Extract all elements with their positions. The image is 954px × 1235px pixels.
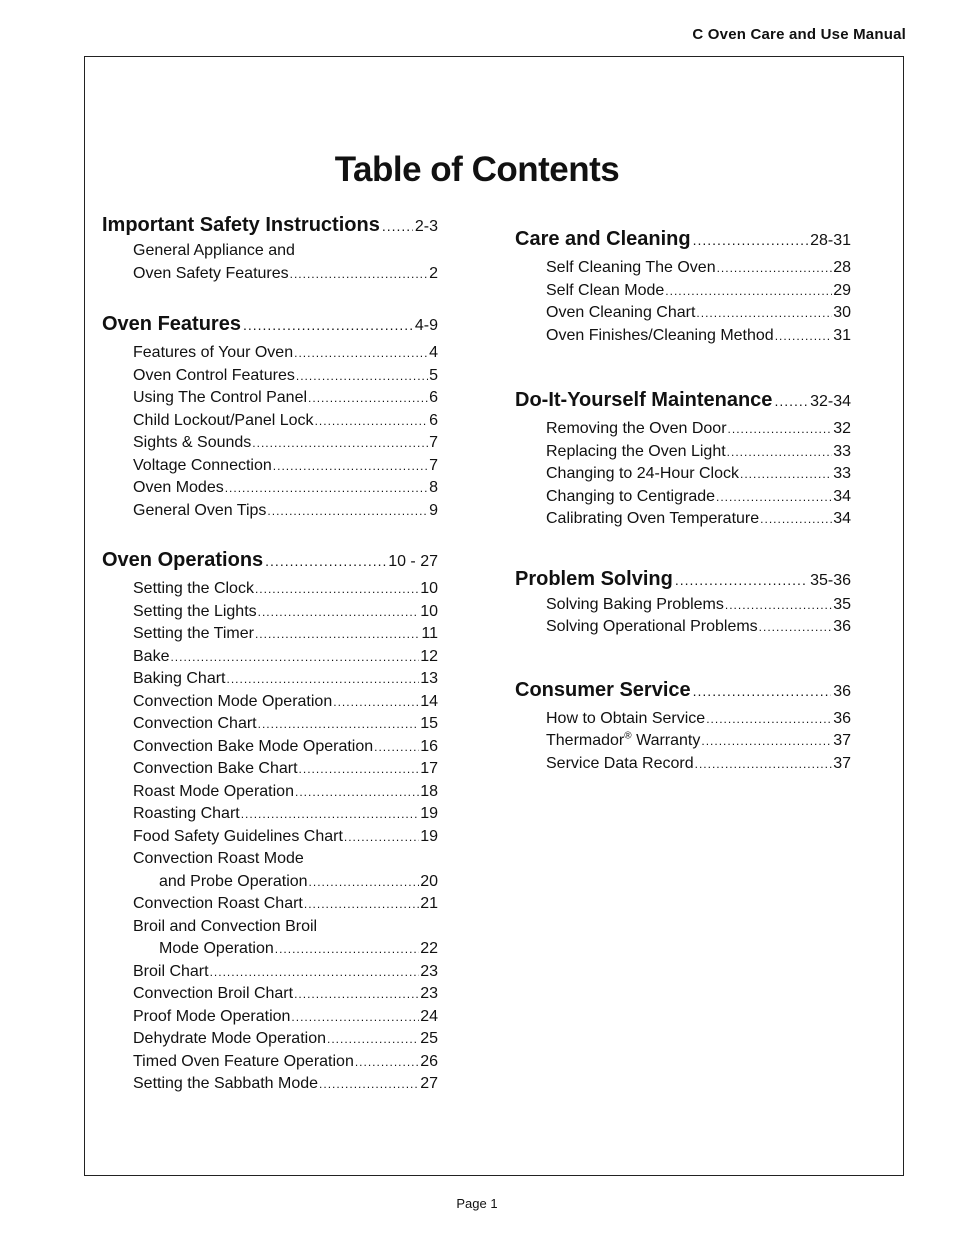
running-header: C Oven Care and Use Manual <box>692 26 906 43</box>
toc-entry-label: Calibrating Oven Temperature <box>546 510 760 527</box>
dot-leader <box>273 459 428 473</box>
toc-entry-page: 25 <box>420 1030 438 1047</box>
dot-leader <box>243 317 413 333</box>
toc-entry[interactable] <box>102 805 438 828</box>
toc-entry-page: 33 <box>833 442 851 460</box>
dot-leader <box>759 620 833 634</box>
toc-entry[interactable] <box>102 344 438 367</box>
toc-entry-page: 37 <box>833 732 851 749</box>
toc-entry-page: 34 <box>833 510 851 527</box>
toc-entry[interactable] <box>102 873 438 896</box>
dot-leader <box>296 369 428 383</box>
toc-entry-page: 4 <box>429 344 438 361</box>
dot-leader <box>265 553 386 569</box>
toc-entry-label: Removing the Oven Door <box>546 420 727 437</box>
dot-leader <box>696 306 832 320</box>
toc-entry[interactable] <box>102 1008 438 1031</box>
toc-entry-label: Convection Chart <box>133 715 257 732</box>
toc-entry-page: 23 <box>420 962 438 980</box>
dot-leader <box>225 481 428 495</box>
dot-leader <box>727 445 833 459</box>
toc-entry[interactable] <box>102 502 438 525</box>
dot-leader <box>774 393 808 409</box>
toc-section-pages: 4-9 <box>414 317 438 334</box>
toc-entry-page: 18 <box>420 782 438 800</box>
toc-entry-label: Replacing the Oven Light <box>546 442 726 460</box>
toc-section-heading[interactable] <box>515 568 851 596</box>
dot-leader <box>299 762 420 776</box>
toc-section-pages: 10 - 27 <box>388 553 438 570</box>
toc-entry[interactable] <box>102 783 438 806</box>
toc-entry[interactable] <box>102 265 438 288</box>
toc-entry-page: 23 <box>420 985 438 1002</box>
toc-section-oven-features <box>102 313 438 524</box>
toc-section-title: Do-It-Yourself Maintenance <box>515 389 773 411</box>
dot-leader <box>374 740 419 754</box>
toc-section-heading[interactable] <box>515 679 851 707</box>
dot-leader <box>304 897 419 911</box>
toc-entry-label: Oven Cleaning Chart <box>546 304 696 321</box>
toc-section-title: Important Safety Instructions <box>102 214 380 236</box>
dot-leader <box>327 1032 419 1046</box>
toc-entry-label: Broil Chart <box>133 962 209 980</box>
toc-entry-page: 15 <box>420 715 438 732</box>
toc-entry-label: Sights & Sounds <box>133 434 252 451</box>
toc-entry-page: 9 <box>429 501 438 519</box>
toc-entry[interactable] <box>102 434 438 457</box>
dot-leader <box>294 987 419 1001</box>
toc-entry[interactable] <box>102 479 438 502</box>
toc-entry-label: Features of Your Oven <box>133 344 294 361</box>
toc-entry-page: 35 <box>833 595 851 613</box>
dot-leader <box>333 695 419 709</box>
toc-entry[interactable] <box>102 738 438 761</box>
toc-entry[interactable] <box>102 648 438 671</box>
toc-entry-page: 22 <box>420 940 438 957</box>
toc-entry-label: Roasting Chart <box>133 805 240 822</box>
toc-entry[interactable] <box>102 940 438 963</box>
toc-entry-page: 6 <box>429 389 438 406</box>
toc-entry-page: 10 <box>420 580 438 597</box>
toc-entry-label: Setting the Clock <box>133 580 254 597</box>
toc-entry[interactable] <box>515 755 851 778</box>
toc-entry[interactable] <box>102 715 438 738</box>
toc-entry-label: Timed Oven Feature Operation <box>133 1052 354 1070</box>
dot-leader <box>740 467 832 481</box>
toc-entry[interactable] <box>515 304 851 327</box>
toc-entry-label: Setting the Timer <box>133 625 254 642</box>
dot-leader <box>693 232 808 248</box>
toc-entry-label: Voltage Connection <box>133 456 272 474</box>
toc-entry-label: Broil and Convection Broil <box>133 917 318 935</box>
dot-leader <box>725 598 832 612</box>
dot-leader <box>255 582 419 596</box>
toc-section-oven-operations <box>102 549 438 1098</box>
toc-entry-page: 6 <box>429 411 438 429</box>
toc-entry[interactable] <box>515 282 851 305</box>
toc-entry-label: Self Clean Mode <box>546 281 665 299</box>
toc-section-heading[interactable] <box>102 313 438 341</box>
toc-entry-label: Convection Mode Operation <box>133 692 333 710</box>
toc-entry-label: General Appliance and <box>133 242 295 259</box>
toc-entry-page: 29 <box>833 281 851 299</box>
toc-entry-page: 28 <box>833 259 851 276</box>
toc-entry[interactable] <box>515 710 851 733</box>
dot-leader <box>675 572 808 588</box>
toc-entry-page: 10 <box>420 602 438 620</box>
toc-entry-label: Roast Mode Operation <box>133 782 294 800</box>
toc-entry-page: 36 <box>833 709 851 727</box>
toc-entry-label: Dehydrate Mode Operation <box>133 1030 326 1047</box>
toc-entry-page: 17 <box>420 760 438 777</box>
toc-entry-page: 34 <box>833 487 851 505</box>
dot-leader <box>695 757 833 771</box>
toc-entry-label: Oven Control Features <box>133 366 295 384</box>
toc-entry-page: 16 <box>420 737 438 755</box>
toc-entry-label: Mode Operation <box>159 940 274 957</box>
toc-entry-page: 8 <box>429 479 438 496</box>
toc-entry-label: How to Obtain Service <box>546 709 706 727</box>
dot-leader <box>693 683 832 699</box>
dot-leader <box>267 504 428 518</box>
dot-leader <box>258 605 420 619</box>
dot-leader <box>706 712 832 726</box>
toc-entry-page: 33 <box>833 465 851 482</box>
toc-entry-label: Solving Baking Problems <box>546 595 724 613</box>
toc-entry-page: 13 <box>420 670 438 687</box>
toc-entry-page: 26 <box>420 1052 438 1070</box>
dot-leader <box>728 422 833 436</box>
toc-entry-label: Food Safety Guidelines Chart <box>133 827 343 845</box>
toc-entry-label: Convection Roast Mode <box>133 850 304 867</box>
toc-right-column <box>515 228 851 777</box>
toc-entry-label: Oven Finishes/Cleaning Method <box>546 326 774 344</box>
toc-entry[interactable] <box>102 693 438 716</box>
toc-entry[interactable] <box>102 580 438 603</box>
toc-entry-page: 21 <box>420 895 438 912</box>
toc-entry[interactable] <box>515 420 851 443</box>
toc-entry[interactable] <box>515 327 851 350</box>
toc-section-title: Consumer Service <box>515 678 691 701</box>
toc-entry-page: 14 <box>420 692 438 710</box>
toc-section-care-cleaning <box>515 228 851 349</box>
toc-entry[interactable] <box>102 412 438 435</box>
toc-section-title: Oven Features <box>102 313 241 335</box>
dot-leader <box>775 329 833 343</box>
page-title: Table of Contents <box>334 150 620 189</box>
toc-entry[interactable] <box>102 625 438 648</box>
toc-entry-label: General Oven Tips <box>133 501 267 519</box>
toc-entry-label: Service Data Record <box>546 754 694 772</box>
toc-entry-label: Bake <box>133 647 170 665</box>
toc-section-heading[interactable] <box>102 214 438 242</box>
toc-entry-label: Thermador® Warranty <box>546 730 701 749</box>
toc-entry-page: 5 <box>429 366 438 384</box>
dot-leader <box>252 436 428 450</box>
toc-section-pages: 36 <box>833 682 851 700</box>
toc-section-title: Oven Operations <box>102 549 264 571</box>
toc-entry-label: Solving Operational Problems <box>546 618 758 635</box>
toc-section-heading[interactable] <box>102 549 438 577</box>
toc-entry-label: Convection Roast Chart <box>133 895 303 912</box>
toc-entry-page: 7 <box>429 456 438 474</box>
dot-leader <box>295 785 419 799</box>
toc-entry[interactable] <box>515 488 851 511</box>
dot-leader <box>344 830 419 844</box>
toc-entry[interactable] <box>102 985 438 1008</box>
toc-entry-page: 30 <box>833 304 851 321</box>
page-number: Page 1 <box>456 1196 498 1211</box>
toc-entry-page: 31 <box>833 326 851 344</box>
toc-entry[interactable] <box>102 895 438 918</box>
toc-entry-page: 11 <box>421 625 438 642</box>
dot-leader <box>308 391 428 405</box>
toc-entry[interactable] <box>102 1030 438 1053</box>
dot-leader <box>255 627 420 641</box>
dot-leader <box>258 717 420 731</box>
toc-entry-page: 24 <box>420 1007 438 1025</box>
toc-left-column <box>102 214 438 1098</box>
dot-leader <box>309 875 420 889</box>
toc-entry[interactable] <box>102 963 438 986</box>
dot-leader <box>290 267 428 281</box>
toc-entry-label: Changing to Centigrade <box>546 487 716 505</box>
toc-entry-page: 7 <box>429 434 438 451</box>
dot-leader <box>227 672 420 686</box>
toc-entry-page: 20 <box>420 872 438 890</box>
toc-section-pages: 32-34 <box>810 393 851 410</box>
dot-leader <box>355 1055 419 1069</box>
toc-section-diy-maintenance <box>515 389 851 533</box>
toc-entry-label: Convection Bake Mode Operation <box>133 737 374 755</box>
dot-leader <box>294 346 428 360</box>
toc-entry-label: Proof Mode Operation <box>133 1007 291 1025</box>
toc-entry-page: 32 <box>833 420 851 437</box>
dot-leader <box>291 1010 419 1024</box>
toc-entry-label: and Probe Operation <box>159 872 308 890</box>
toc-entry-label: Child Lockout/Panel Lock <box>133 411 314 429</box>
dot-leader <box>275 942 419 956</box>
toc-entry-page: 12 <box>420 647 438 665</box>
toc-section-title: Care and Cleaning <box>515 228 691 250</box>
toc-section-consumer-service <box>515 679 851 778</box>
toc-entry[interactable] <box>102 389 438 412</box>
toc-entry[interactable] <box>515 618 851 641</box>
dot-leader <box>170 650 419 664</box>
toc-entry-page: 27 <box>420 1075 438 1092</box>
toc-entry[interactable] <box>102 760 438 783</box>
toc-section-pages: 28-31 <box>810 232 851 249</box>
toc-entry-label: Convection Broil Chart <box>133 985 294 1002</box>
dot-leader <box>315 414 429 428</box>
dot-leader <box>210 965 420 979</box>
toc-entry-label: Convection Bake Chart <box>133 760 298 777</box>
toc-entry-label: Oven Safety Features <box>133 264 289 282</box>
toc-entry[interactable] <box>102 1053 438 1076</box>
toc-entry[interactable] <box>515 596 851 619</box>
toc-section-heading[interactable] <box>515 389 851 417</box>
toc-entry[interactable] <box>102 457 438 480</box>
toc-entry-page: 19 <box>420 805 438 822</box>
toc-section-safety <box>102 214 438 287</box>
toc-entry-page: 37 <box>833 754 851 772</box>
toc-entry[interactable] <box>515 259 851 282</box>
dot-leader <box>382 218 413 234</box>
toc-entry[interactable] <box>102 1075 438 1098</box>
toc-entry-label: Self Cleaning The Oven <box>546 259 716 276</box>
toc-entry-page: 36 <box>833 618 851 635</box>
toc-entry-label: Baking Chart <box>133 670 226 687</box>
toc-entry[interactable] <box>102 828 438 851</box>
toc-section-title: Problem Solving <box>515 567 673 590</box>
toc-entry[interactable] <box>102 603 438 626</box>
toc-entry-label: Changing to 24-Hour Clock <box>546 465 739 482</box>
toc-section-pages: 35-36 <box>810 571 851 589</box>
toc-entry[interactable] <box>102 367 438 390</box>
toc-entry-label: Using The Control Panel <box>133 389 308 406</box>
toc-section-heading[interactable] <box>515 228 851 256</box>
toc-entry[interactable] <box>515 732 851 755</box>
toc-entry[interactable] <box>515 465 851 488</box>
toc-entry-page: 19 <box>420 827 438 845</box>
dot-leader <box>319 1077 419 1091</box>
toc-entry-label: Setting the Sabbath Mode <box>133 1075 319 1092</box>
toc-entry-label: Setting the Lights <box>133 602 257 620</box>
dot-leader <box>241 807 419 821</box>
toc-entry[interactable] <box>102 918 438 941</box>
toc-entry[interactable] <box>102 670 438 693</box>
dot-leader <box>760 512 832 526</box>
toc-section-problem-solving <box>515 568 851 641</box>
dot-leader <box>701 734 832 748</box>
toc-entry-label: Oven Modes <box>133 479 224 496</box>
toc-entry[interactable] <box>102 850 438 873</box>
dot-leader <box>717 261 833 275</box>
dot-leader <box>716 490 832 504</box>
toc-entry[interactable] <box>515 443 851 466</box>
dot-leader <box>665 284 832 298</box>
toc-entry[interactable] <box>515 510 851 533</box>
toc-section-pages: 2-3 <box>414 218 438 235</box>
toc-entry[interactable] <box>102 242 438 265</box>
toc-entry-page: 2 <box>429 264 438 282</box>
